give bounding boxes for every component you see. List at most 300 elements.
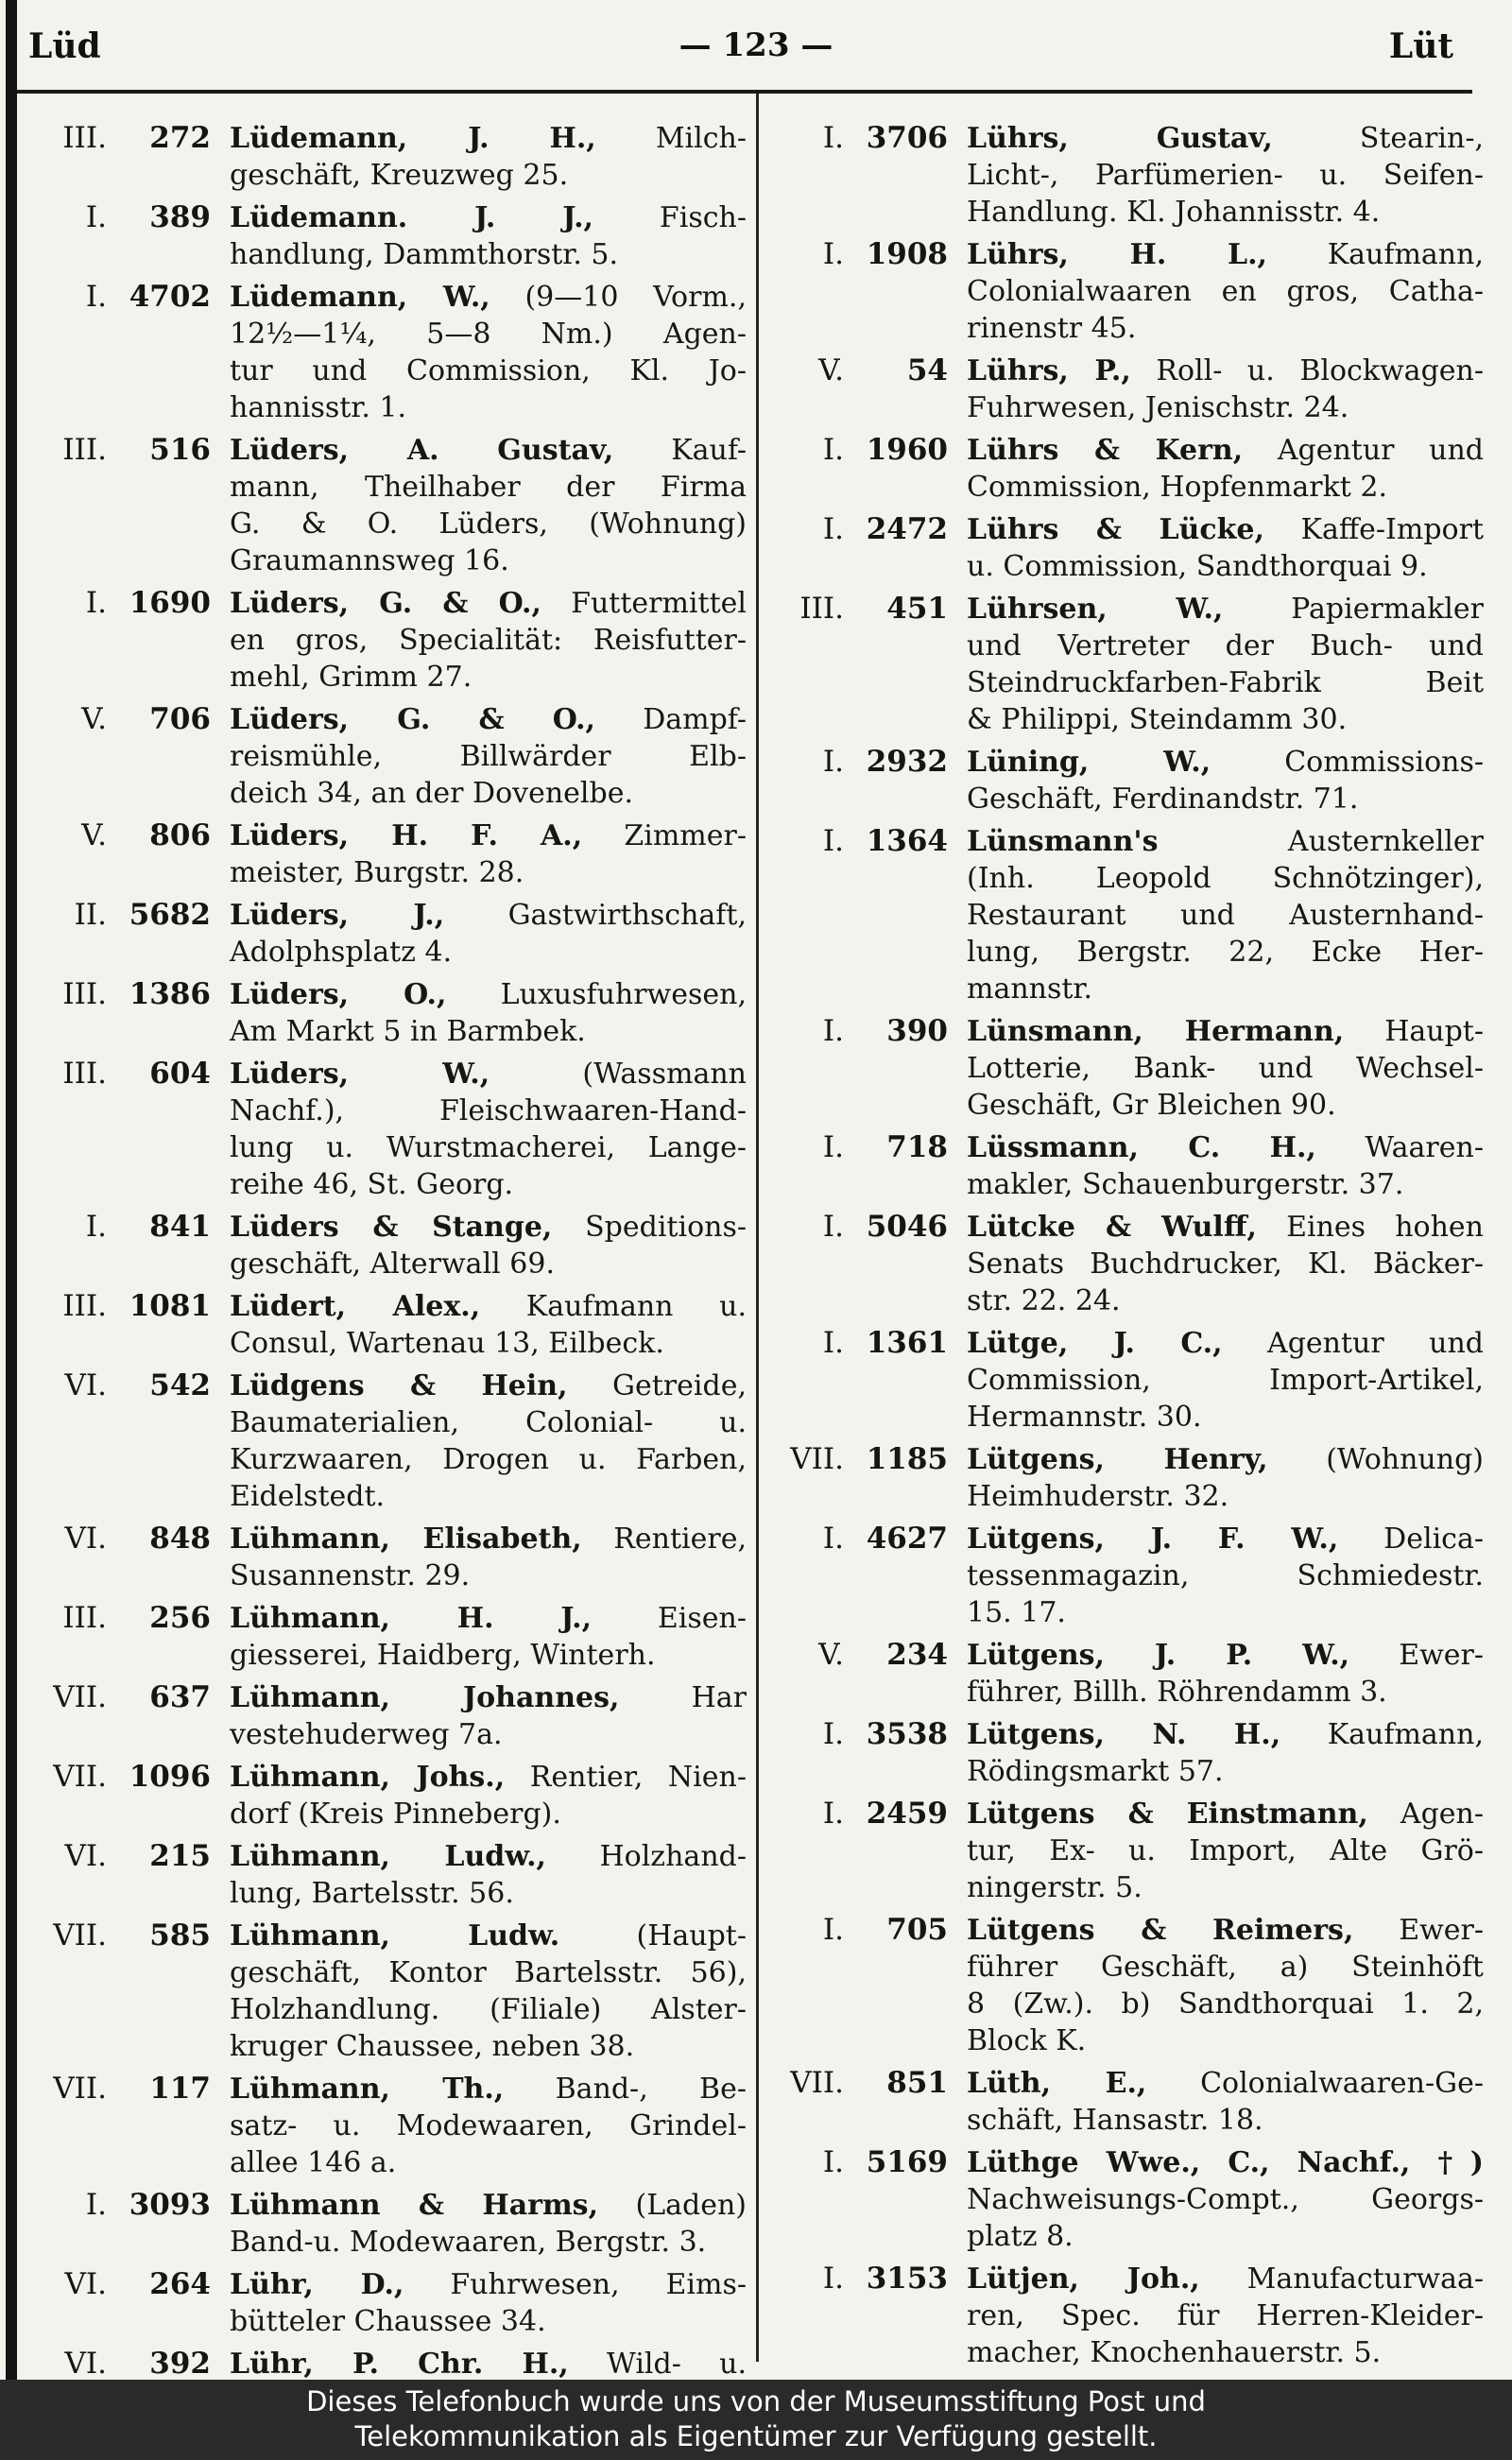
directory-entry xyxy=(28,2071,747,2181)
entry-detail: (Laden) xyxy=(635,2189,747,2222)
entry-detail: Haupt- xyxy=(1384,1015,1484,1048)
entry-text xyxy=(967,1013,1484,1124)
phone-number: 1386 xyxy=(129,977,211,1011)
directory-entry xyxy=(765,1441,1484,1515)
entry-text xyxy=(230,1918,747,2065)
page-left-border xyxy=(6,0,17,2380)
entry-line xyxy=(967,1362,1484,1399)
directory-entry xyxy=(765,353,1484,426)
phone-number: 841 xyxy=(149,1210,211,1244)
entry-detail: Getreide, xyxy=(612,1369,747,1402)
entry-detail: Consul, Wartenau 13, Eilbeck. xyxy=(230,1327,664,1360)
entry-detail: Colonialwaaren-Ge- xyxy=(1200,2067,1484,2100)
directory-entry xyxy=(28,585,747,696)
entry-detail: meister, Burgstr. 28. xyxy=(230,856,524,889)
entry-detail: hannisstr. 1. xyxy=(230,391,407,424)
subscriber-name: Lühmann, Ludw. xyxy=(230,1919,560,1953)
entry-text xyxy=(967,823,1484,1007)
exchange-district: III. xyxy=(62,1601,107,1635)
subscriber-name: Lüders, G. & O., xyxy=(230,587,541,620)
directory-entry xyxy=(765,1912,1484,2059)
directory-entry xyxy=(765,744,1484,817)
directory-entry xyxy=(28,1288,747,1362)
subscriber-name: Lühmann, H. J., xyxy=(230,1602,593,1635)
entry-line xyxy=(967,2261,1484,2297)
footer-notice xyxy=(0,2380,1512,2460)
entry-detail: Baumaterialien, Colonial- u. xyxy=(230,1406,747,1439)
entry-line xyxy=(967,120,1484,157)
directory-entry xyxy=(28,1838,747,1912)
entry-detail: Eisen- xyxy=(657,1602,747,1635)
phone-number: 54 xyxy=(906,353,948,387)
phone-number: 234 xyxy=(886,1638,948,1672)
entry-detail: Waaren- xyxy=(1365,1131,1484,1164)
exchange-district: III. xyxy=(62,1057,107,1091)
entry-line xyxy=(230,1918,747,1954)
entry-line xyxy=(967,2297,1484,2334)
entry-detail: Zimmer- xyxy=(624,819,747,852)
exchange-district: I. xyxy=(822,1797,844,1831)
entry-detail: reihe 46, St. Georg. xyxy=(230,1168,514,1201)
entry-detail: giesserei, Haidberg, Winterh. xyxy=(230,1639,656,1672)
column-divider xyxy=(756,94,759,2362)
entry-detail: schäft, Hansastr. 18. xyxy=(967,2104,1263,2137)
directory-entry xyxy=(765,1129,1484,1203)
directory-entry xyxy=(28,1209,747,1282)
entry-line xyxy=(967,781,1484,817)
entry-line xyxy=(230,1991,747,2028)
entry-line xyxy=(230,2144,747,2181)
directory-entry xyxy=(765,236,1484,347)
entry-line xyxy=(967,194,1484,231)
subscriber-name: Lühmann, Elisabeth, xyxy=(230,1522,582,1556)
phone-number: 215 xyxy=(149,1839,211,1873)
exchange-district: I. xyxy=(822,1522,844,1556)
exchange-district: I. xyxy=(822,433,844,467)
entry-line xyxy=(230,389,747,426)
entry-line xyxy=(230,2187,747,2224)
directory-entry xyxy=(28,1600,747,1674)
exchange-district: III. xyxy=(62,121,107,155)
entry-text xyxy=(967,1521,1484,1631)
entry-detail: & Philippi, Steindamm 30. xyxy=(967,703,1348,736)
subscriber-name: Lütgens & Reimers, xyxy=(967,1914,1354,1947)
entry-line xyxy=(967,2218,1484,2255)
entry-line xyxy=(967,1246,1484,1282)
exchange-district: VII. xyxy=(53,1680,107,1714)
exchange-district: I. xyxy=(85,280,107,314)
entry-detail: Colonialwaaren en gros, Catha- xyxy=(967,275,1484,308)
subscriber-name: Lüders, H. F. A., xyxy=(230,819,583,852)
exchange-district: III. xyxy=(62,977,107,1011)
entry-detail: 15. 17. xyxy=(967,1596,1066,1629)
entry-line xyxy=(230,353,747,389)
entry-detail: Kaufmann, xyxy=(1327,1718,1484,1751)
phone-number: 1364 xyxy=(866,824,948,858)
entry-detail: Har xyxy=(691,1681,747,1714)
subscriber-name: Lühmann, Johannes, xyxy=(230,1681,620,1714)
entry-line xyxy=(967,1716,1484,1753)
entry-line xyxy=(967,310,1484,347)
entry-detail: Agentur und xyxy=(1277,434,1485,467)
entry-text xyxy=(230,1521,747,1594)
entry-line xyxy=(967,1399,1484,1436)
subscriber-name: Lühmann, Johs., xyxy=(230,1761,506,1794)
entry-text xyxy=(967,1796,1484,1906)
entry-detail: Holzhandlung. (Filiale) Alster- xyxy=(230,1993,747,2026)
entry-line xyxy=(967,2102,1484,2139)
entry-detail: ningerstr. 5. xyxy=(967,1871,1143,1904)
entry-line xyxy=(967,860,1484,897)
entry-text xyxy=(230,1368,747,1515)
entry-text xyxy=(230,1056,747,1203)
entry-detail: geschäft, Kontor Bartelsstr. 56), xyxy=(230,1956,747,1989)
directory-entry xyxy=(765,2261,1484,2371)
phone-number: 389 xyxy=(149,200,211,234)
page-number: — 123 — xyxy=(679,26,833,64)
exchange-district: I. xyxy=(822,1130,844,1164)
exchange-district: I. xyxy=(822,1326,844,1360)
subscriber-name: Lüders, A. Gustav, xyxy=(230,434,614,467)
phone-number: 3706 xyxy=(866,121,948,155)
entry-detail: tur und Commission, Kl. Jo- xyxy=(230,354,747,387)
directory-entry xyxy=(28,1368,747,1515)
entry-line xyxy=(230,2266,747,2303)
entry-line xyxy=(967,157,1484,194)
phone-number: 848 xyxy=(149,1522,211,1556)
subscriber-name: Lührs, H. L., xyxy=(967,238,1267,271)
entry-detail: Geschäft, Ferdinandstr. 71. xyxy=(967,783,1359,816)
exchange-district: V. xyxy=(818,353,844,387)
entry-text xyxy=(230,585,747,696)
entry-line xyxy=(967,1557,1484,1594)
exchange-district: I. xyxy=(822,512,844,546)
entry-detail: Dampf- xyxy=(643,703,747,736)
entry-line xyxy=(230,1209,747,1246)
subscriber-name: Lünsmann, Hermann, xyxy=(967,1015,1345,1048)
entry-detail: Steindruckfarben-Fabrik Beit xyxy=(967,666,1484,699)
phone-number: 4627 xyxy=(866,1522,948,1556)
entry-detail: Holzhand- xyxy=(599,1840,747,1873)
entry-line xyxy=(967,1949,1484,1986)
entry-line xyxy=(230,2224,747,2261)
entry-detail: Kaufmann u. xyxy=(525,1290,747,1323)
footer-line-1: Dieses Telefonbuch wurde uns von der Museumsstiftung Post und xyxy=(306,2385,1206,2417)
directory-entry xyxy=(28,1759,747,1832)
entry-detail: u. Commission, Sandthorquai 9. xyxy=(967,550,1428,583)
entry-line xyxy=(967,628,1484,664)
entry-text xyxy=(230,279,747,426)
entry-line xyxy=(230,738,747,775)
entry-detail: Block K. xyxy=(967,2024,1087,2057)
subscriber-name: Lüders, O., xyxy=(230,978,447,1011)
entry-line xyxy=(230,506,747,542)
entry-detail: Kaufmann, xyxy=(1327,238,1484,271)
phone-number: 1690 xyxy=(129,586,211,620)
entry-line xyxy=(967,1129,1484,1166)
entry-line xyxy=(967,273,1484,310)
entry-line xyxy=(967,353,1484,389)
subscriber-name: Lüders, G. & O., xyxy=(230,703,595,736)
subscriber-name: Lühmann, Ludw., xyxy=(230,1840,546,1873)
entry-detail: Fuhrwesen, Eims- xyxy=(450,2268,747,2301)
entry-detail: lung, Bergstr. 22, Ecke Her- xyxy=(967,936,1484,969)
entry-line xyxy=(230,1246,747,1282)
subscriber-name: Lüdgens & Hein, xyxy=(230,1369,568,1402)
entry-line xyxy=(230,2028,747,2065)
entry-detail: Band-, Be- xyxy=(555,2073,747,2106)
directory-entry xyxy=(28,279,747,426)
entry-detail: Kurzwaaren, Drogen u. Farben, xyxy=(230,1443,747,1476)
exchange-district: III. xyxy=(799,592,844,626)
entry-detail: geschäft, Alterwall 69. xyxy=(230,1247,556,1281)
entry-line xyxy=(967,1050,1484,1087)
entry-line xyxy=(230,469,747,506)
entry-line xyxy=(230,542,747,579)
entry-line xyxy=(230,1838,747,1875)
entry-text xyxy=(230,199,747,273)
entry-text xyxy=(967,591,1484,738)
entry-detail: allee 146 a. xyxy=(230,2146,397,2179)
phone-number: 4702 xyxy=(129,280,211,314)
phone-number: 1908 xyxy=(866,237,948,271)
entry-line xyxy=(967,1441,1484,1478)
entry-line xyxy=(967,664,1484,701)
entry-line xyxy=(230,1404,747,1441)
entry-detail: Susannenstr. 29. xyxy=(230,1559,471,1592)
entry-line xyxy=(967,511,1484,548)
entry-detail: satz- u. Modewaaren, Grindel- xyxy=(230,2109,747,2142)
entry-line xyxy=(230,817,747,854)
entry-line xyxy=(230,1557,747,1594)
directory-entry xyxy=(765,2144,1484,2255)
header-left-keyword: Lüd xyxy=(28,26,101,66)
phone-number: 1185 xyxy=(866,1442,948,1476)
entry-line xyxy=(230,976,747,1013)
directory-entry xyxy=(28,817,747,891)
entry-detail: Rödingsmarkt 57. xyxy=(967,1755,1224,1788)
subscriber-name: Lühr, P. Chr. H., xyxy=(230,2348,569,2380)
entry-detail: führer, Billh. Röhrendamm 3. xyxy=(967,1676,1387,1709)
directory-entry xyxy=(28,976,747,1050)
entry-line xyxy=(230,775,747,812)
exchange-district: I. xyxy=(85,200,107,234)
entry-line xyxy=(967,1013,1484,1050)
phone-number: 392 xyxy=(149,2347,211,2380)
entry-detail: führer Geschäft, a) Steinhöft xyxy=(967,1951,1484,1984)
subscriber-name: Lütjen, Joh., xyxy=(967,2262,1200,2296)
entry-line xyxy=(230,120,747,157)
header-right-keyword: Lüt xyxy=(1388,26,1453,66)
entry-text xyxy=(967,1325,1484,1436)
entry-line xyxy=(230,1796,747,1832)
directory-entry xyxy=(765,1637,1484,1711)
entry-detail: Ewer- xyxy=(1399,1914,1484,1947)
entry-line xyxy=(230,432,747,469)
entry-detail: Rentiere, xyxy=(613,1522,747,1556)
entry-text xyxy=(230,1838,747,1912)
entry-line xyxy=(967,548,1484,585)
phone-number: 542 xyxy=(149,1368,211,1402)
subscriber-name: Lühmann, Th., xyxy=(230,2073,505,2106)
entry-detail: mannstr. xyxy=(967,972,1093,1006)
entry-text xyxy=(967,120,1484,231)
exchange-district: I. xyxy=(85,1210,107,1244)
entry-line xyxy=(230,1521,747,1557)
entry-text xyxy=(230,432,747,579)
entry-line xyxy=(230,2107,747,2144)
header-rule xyxy=(17,90,1472,94)
entry-text xyxy=(967,236,1484,347)
phone-number: 1096 xyxy=(129,1760,211,1794)
entry-text xyxy=(967,744,1484,817)
subscriber-name: Lütcke & Wulff, xyxy=(967,1211,1257,1244)
entry-line xyxy=(230,1013,747,1050)
entry-detail: (9—10 Vorm., xyxy=(524,281,747,314)
subscriber-name: Lührs & Lücke, xyxy=(967,513,1264,546)
phone-number: 705 xyxy=(886,1913,948,1947)
directory-entry xyxy=(28,432,747,579)
subscriber-name: Lüdemann. J. J., xyxy=(230,201,593,234)
entry-line xyxy=(230,1478,747,1515)
entry-detail: G. & O. Lüders, (Wohnung) xyxy=(230,507,747,541)
entry-text xyxy=(967,1912,1484,2059)
entry-text xyxy=(230,1600,747,1674)
directory-entry xyxy=(765,1209,1484,1319)
entry-detail: lung, Bartelsstr. 56. xyxy=(230,1877,514,1910)
entry-line xyxy=(230,1325,747,1362)
entry-line xyxy=(967,2065,1484,2102)
entry-detail: Austernkeller xyxy=(1287,825,1484,858)
entry-line xyxy=(230,854,747,891)
subscriber-name: Lüning, W., xyxy=(967,746,1211,779)
subscriber-name: Lüdemann, J. H., xyxy=(230,122,596,155)
entry-detail: Kaffe-Import xyxy=(1300,513,1484,546)
subscriber-name: Lüth, E., xyxy=(967,2067,1147,2100)
entry-detail: makler, Schauenburgerstr. 37. xyxy=(967,1168,1404,1201)
entry-line xyxy=(967,1282,1484,1319)
directory-entry xyxy=(28,2187,747,2261)
entry-detail: Nachweisungs-Compt., Georgs- xyxy=(967,2183,1484,2216)
subscriber-name: Lüders, J., xyxy=(230,899,445,932)
entry-line xyxy=(230,934,747,971)
phone-number: 706 xyxy=(149,702,211,736)
entry-detail: Wild- u. xyxy=(607,2348,747,2380)
entry-line xyxy=(230,236,747,273)
directory-entry xyxy=(765,1716,1484,1790)
phone-number: 390 xyxy=(886,1014,948,1048)
directory-entry xyxy=(765,511,1484,585)
entry-text xyxy=(230,120,747,194)
directory-entry xyxy=(765,2065,1484,2139)
entry-detail: Commission, Hopfenmarkt 2. xyxy=(967,471,1388,504)
entry-detail: Eines hohen xyxy=(1286,1211,1484,1244)
entry-line xyxy=(230,1679,747,1716)
footer-line-2: Telekommunikation als Eigentümer zur Verfügung gestellt. xyxy=(354,2420,1158,2452)
entry-line xyxy=(230,1288,747,1325)
entry-detail: Lotterie, Bank- und Wechsel- xyxy=(967,1052,1484,1085)
entry-text xyxy=(967,432,1484,506)
exchange-district: III. xyxy=(62,1289,107,1323)
entry-detail: Rentier, Nien- xyxy=(529,1761,747,1794)
entry-line xyxy=(967,934,1484,971)
phone-number: 5682 xyxy=(129,898,211,932)
entry-line xyxy=(967,1478,1484,1515)
exchange-district: VII. xyxy=(790,2066,844,2100)
subscriber-name: Lührs & Kern, xyxy=(967,434,1244,467)
entry-detail: Agentur und xyxy=(1267,1327,1484,1360)
directory-entry xyxy=(765,432,1484,506)
entry-detail: reismühle, Billwärder Elb- xyxy=(230,740,747,773)
entry-detail: Speditions- xyxy=(585,1211,747,1244)
subscriber-name: Lührs, P., xyxy=(967,354,1131,387)
entry-detail: Agen- xyxy=(1400,1798,1484,1831)
entry-detail: 12½—1¼, 5—8 Nm.) Agen- xyxy=(230,318,747,351)
entry-line xyxy=(230,1441,747,1478)
entry-text xyxy=(967,1209,1484,1319)
entry-line xyxy=(230,279,747,316)
entry-detail: Stearin-, xyxy=(1359,122,1484,155)
entry-line xyxy=(230,622,747,659)
entry-line xyxy=(230,2346,747,2380)
entry-detail: Gastwirthschaft, xyxy=(507,899,747,932)
page-header xyxy=(0,0,1512,95)
subscriber-name: Lütgens, Henry, xyxy=(967,1443,1268,1476)
entry-text xyxy=(230,2187,747,2261)
entry-text xyxy=(967,1716,1484,1790)
subscriber-name: Lüders, W., xyxy=(230,1058,490,1091)
directory-entry xyxy=(765,1796,1484,1906)
directory-entry xyxy=(28,2346,747,2380)
exchange-district: VII. xyxy=(53,1918,107,1953)
exchange-district: I. xyxy=(822,1014,844,1048)
entry-text xyxy=(967,353,1484,426)
entry-detail: Papiermakler xyxy=(1291,593,1484,626)
subscriber-name: Lütgens, J. P. W., xyxy=(967,1639,1350,1672)
directory-entry xyxy=(28,1918,747,2065)
entry-line xyxy=(967,432,1484,469)
exchange-district: I. xyxy=(822,121,844,155)
entry-detail: Futtermittel xyxy=(571,587,747,620)
entry-detail: Commissions- xyxy=(1284,746,1484,779)
exchange-district: I. xyxy=(822,745,844,779)
exchange-district: VI. xyxy=(64,1522,107,1556)
entry-detail: Nachf.), Fleischwaaren-Hand- xyxy=(230,1094,747,1127)
entry-text xyxy=(230,2071,747,2181)
exchange-district: VII. xyxy=(53,1760,107,1794)
entry-text xyxy=(967,1441,1484,1515)
entry-detail: rinenstr 45. xyxy=(967,312,1137,345)
entry-detail: Adolphsplatz 4. xyxy=(230,936,453,969)
subscriber-name: Lührsen, W., xyxy=(967,593,1224,626)
directory-entry xyxy=(765,1325,1484,1436)
entry-line xyxy=(967,1166,1484,1203)
exchange-district: I. xyxy=(822,824,844,858)
entry-text xyxy=(230,1288,747,1362)
phone-number: 806 xyxy=(149,818,211,852)
entry-line xyxy=(967,389,1484,426)
entry-line xyxy=(230,1759,747,1796)
entry-detail: Handlung. Kl. Johannisstr. 4. xyxy=(967,196,1381,229)
exchange-district: I. xyxy=(822,237,844,271)
entry-line xyxy=(967,1832,1484,1869)
entry-line xyxy=(967,1869,1484,1906)
exchange-district: III. xyxy=(62,433,107,467)
exchange-district: II. xyxy=(74,898,107,932)
entry-text xyxy=(230,1759,747,1832)
entry-text xyxy=(967,2065,1484,2139)
entry-line xyxy=(967,1637,1484,1674)
